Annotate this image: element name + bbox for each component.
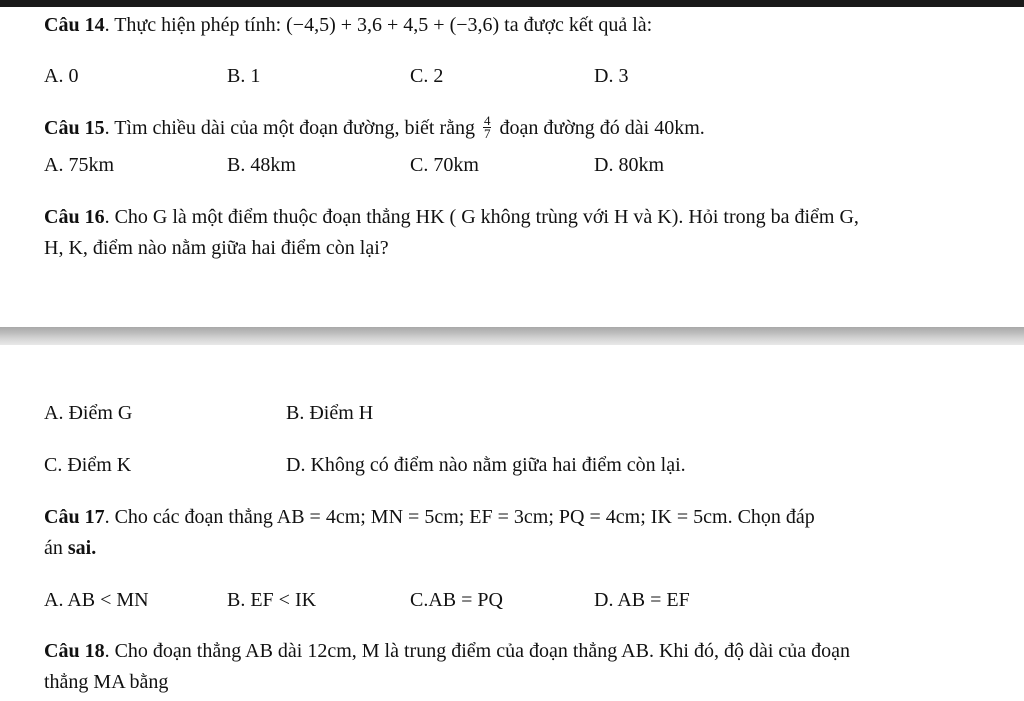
question-14-option-b: B. 1 — [227, 65, 261, 87]
question-17-text-line1 — [44, 505, 815, 529]
question-17-option-a: A. AB < MN — [44, 589, 149, 611]
viewer-top-bar — [0, 0, 1024, 7]
question-15-body-before: . Tìm chiều dài của một đoạn đường, biết rằng — [104, 117, 475, 139]
question-17-option-c: C.AB = PQ — [410, 589, 503, 611]
question-17-body-line2: án — [44, 537, 68, 559]
question-15-option-b: B. 48km — [227, 154, 296, 176]
question-16-option-a: A. Điểm G — [44, 402, 133, 424]
question-15-text — [44, 112, 705, 142]
question-16-text-line2: H, K, điểm nào nằm giữa hai điểm còn lại? — [44, 237, 389, 259]
question-16-option-d: D. Không có điểm nào nằm giữa hai điểm còn lại. — [286, 454, 686, 476]
question-15-option-c: C. 70km — [410, 154, 479, 176]
question-15-option-d: D. 80km — [594, 154, 664, 176]
page-separator — [0, 327, 1024, 345]
document-page-1 — [0, 7, 1024, 327]
question-16-body-line1: . Cho G là một điểm thuộc đoạn thẳng HK ( G không trùng với H và K). Hỏi trong ba điểm G, — [104, 206, 859, 228]
fraction-numerator: 4 — [483, 112, 491, 128]
question-17-body-line1: . Cho các đoạn thẳng AB = 4cm; MN = 5cm; EF = 3cm; PQ = 4cm; IK = 5cm. Chọn đáp — [104, 506, 815, 528]
question-18-body-line1: . Cho đoạn thẳng AB dài 12cm, M là trung điểm của đoạn thẳng AB. Khi đó, độ dài của đoạn — [104, 640, 851, 662]
question-17-text-line2 — [44, 536, 96, 560]
question-16-option-c: C. Điểm K — [44, 454, 132, 476]
question-14-option-c: C. 2 — [410, 65, 444, 87]
question-14-option-d: D. 3 — [594, 65, 629, 87]
question-17-option-b: B. EF < IK — [227, 589, 317, 611]
question-14-body: . Thực hiện phép tính: (−4,5) + 3,6 + 4,5 + (−3,6) ta được kết quả là: — [104, 14, 653, 36]
question-17-label: Câu 17 — [44, 506, 105, 528]
question-18-label: Câu 18 — [44, 640, 105, 662]
question-14-label: Câu 14 — [44, 14, 105, 36]
question-17-option-d: D. AB = EF — [594, 589, 690, 611]
question-17-emphasis-sai: sai. — [67, 537, 97, 559]
question-14-option-a: A. 0 — [44, 65, 79, 87]
question-18-text-line2: thẳng MA bằng — [44, 671, 169, 693]
question-16-label: Câu 16 — [44, 206, 105, 228]
question-14-text — [44, 13, 652, 37]
question-16-option-b: B. Điểm H — [286, 402, 374, 424]
question-15-body-after: đoạn đường đó dài 40km. — [499, 117, 705, 139]
question-15-option-a: A. 75km — [44, 154, 114, 176]
question-18-text-line1 — [44, 639, 850, 663]
question-15-label: Câu 15 — [44, 117, 105, 139]
question-16-text-line1 — [44, 205, 859, 229]
fraction-four-sevenths — [483, 112, 492, 141]
fraction-denominator: 7 — [483, 125, 491, 141]
